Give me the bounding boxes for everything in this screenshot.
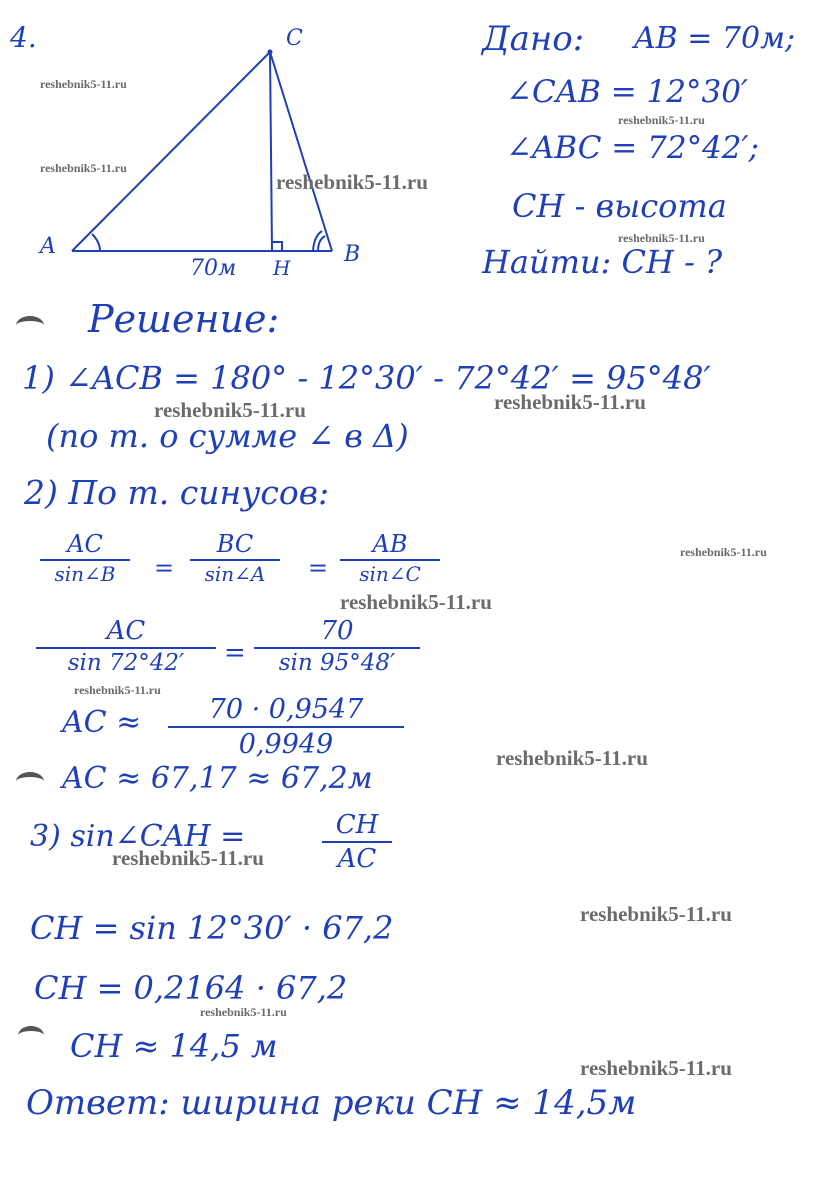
equals-sign-2: =	[308, 554, 329, 582]
fraction-denominator: 0,9949	[238, 729, 334, 760]
watermark: reshebnik5-11.ru	[200, 1005, 287, 1019]
watermark: reshebnik5-11.ru	[154, 398, 306, 422]
watermark: reshebnik5-11.ru	[340, 590, 492, 614]
side-bc	[270, 52, 332, 251]
foot-h-label: H	[273, 256, 291, 280]
given-angle-abc: ∠ABC = 72°42′;	[506, 130, 759, 166]
vertex-c-label: C	[286, 26, 303, 51]
right-angle-mark	[272, 242, 282, 251]
fraction-numerator: AB	[372, 530, 408, 558]
angle-b-arc-2	[318, 236, 325, 251]
given-ab: AB = 70м;	[634, 21, 796, 56]
substituted-fraction-1	[36, 618, 216, 675]
fraction-denominator: sin 95°48′	[278, 650, 396, 676]
step3-fraction	[322, 812, 392, 872]
problem-number: 4.	[10, 21, 37, 54]
fraction-bar	[168, 726, 404, 728]
fraction-denominator: sin∠B	[54, 562, 116, 586]
answer-line: Ответ: ширина реки CH ≈ 14,5м	[26, 1083, 637, 1123]
ac-approx-lhs: AC ≈	[62, 705, 142, 740]
fraction-numerator: 70 · 0,9547	[208, 694, 364, 725]
solution-title: Решение:	[88, 297, 280, 341]
ch-line-3: CH ≈ 14,5 м	[70, 1027, 278, 1065]
watermark: reshebnik5-11.ru	[40, 161, 127, 175]
watermark: reshebnik5-11.ru	[580, 902, 732, 926]
step3-lhs: 3) sin∠CAH =	[30, 819, 246, 854]
step1-note: (по т. о сумме ∠ в Δ)	[46, 417, 409, 455]
fraction-numerator: CH	[335, 810, 379, 840]
watermark: reshebnik5-11.ru	[580, 1056, 732, 1080]
watermark: reshebnik5-11.ru	[494, 390, 646, 414]
step1-main: 1) ∠ACB = 180° - 12°30′ - 72°42′ = 95°48′	[22, 359, 711, 397]
vertex-b-label: B	[344, 242, 361, 267]
watermark: reshebnik5-11.ru	[618, 231, 705, 245]
given-title: Дано:	[482, 19, 585, 59]
fraction-bar	[340, 559, 440, 561]
step2-title: 2) По т. синусов:	[24, 473, 330, 512]
margin-marker-2	[16, 772, 44, 791]
angle-a-arc	[92, 234, 100, 251]
sine-law-fraction-1	[40, 532, 130, 584]
ac-fraction	[168, 696, 404, 758]
fraction-numerator: 70	[320, 616, 354, 646]
given-find: Найти: CH - ?	[482, 243, 723, 281]
equals-sign-1: =	[154, 554, 175, 582]
watermark: reshebnik5-11.ru	[618, 113, 705, 127]
margin-marker-3	[18, 1026, 44, 1045]
fraction-denominator: AC	[337, 844, 377, 874]
base-length-label: 70м	[190, 256, 237, 281]
watermark: reshebnik5-11.ru	[680, 545, 767, 559]
sine-law-fraction-2	[190, 532, 280, 584]
margin-marker-1	[16, 316, 44, 335]
substituted-fraction-2	[254, 618, 420, 675]
fraction-denominator: sin 72°42′	[67, 650, 185, 676]
ac-result: AC ≈ 67,17 ≈ 67,2м	[62, 761, 373, 796]
watermark: reshebnik5-11.ru	[496, 746, 648, 770]
fraction-bar	[322, 841, 392, 843]
fraction-numerator: BC	[216, 530, 254, 558]
height-ch	[270, 52, 272, 251]
watermark: reshebnik5-11.ru	[112, 846, 264, 870]
given-height: CH - высота	[512, 187, 727, 225]
watermark: reshebnik5-11.ru	[74, 683, 161, 697]
watermark: reshebnik5-11.ru	[276, 170, 428, 194]
sine-law-fraction-3	[340, 532, 440, 584]
fraction-bar	[40, 559, 130, 561]
ch-line-1: CH = sin 12°30′ · 67,2	[30, 909, 394, 947]
fraction-numerator: AC	[67, 530, 103, 558]
watermark: reshebnik5-11.ru	[40, 77, 127, 91]
ch-line-2: CH = 0,2164 · 67,2	[34, 969, 348, 1007]
vertex-a-label: A	[40, 234, 56, 259]
given-angle-cab: ∠CAB = 12°30′	[506, 74, 748, 110]
fraction-bar	[36, 647, 216, 649]
fraction-numerator: AC	[106, 616, 146, 646]
equals-sign-3: =	[224, 638, 246, 668]
point-c	[268, 50, 273, 55]
fraction-denominator: sin∠A	[204, 562, 266, 586]
fraction-bar	[190, 559, 280, 561]
fraction-denominator: sin∠C	[359, 562, 421, 586]
fraction-bar	[254, 647, 420, 649]
